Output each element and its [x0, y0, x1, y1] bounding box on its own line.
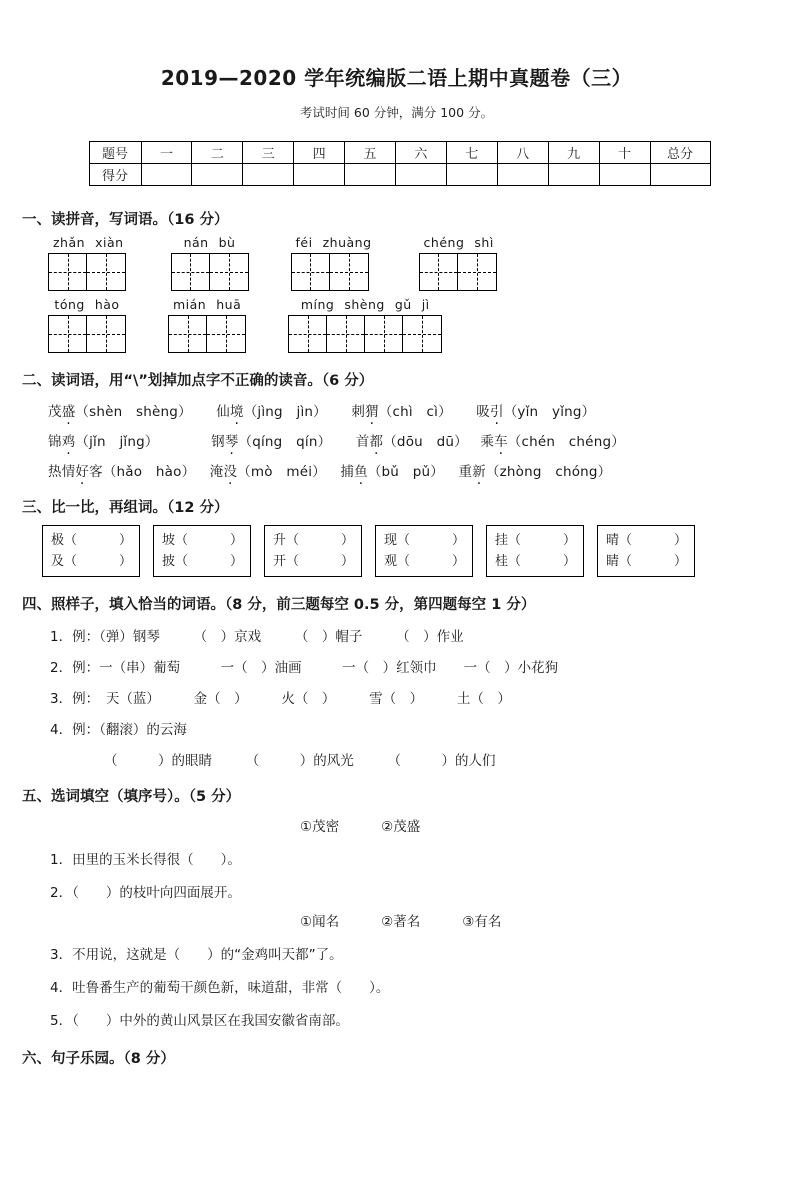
word-prefix: 钢 [211, 434, 225, 450]
section-3 [0, 496, 793, 577]
section-5-question-4[interactable]: 4．吐鲁番生产的葡萄干颜色新，味道甜，非常（ ）。 [50, 980, 390, 996]
pinyin-group [171, 235, 249, 291]
pinyin-syllable: hào [94, 297, 120, 312]
word-prefix: 茂 [48, 404, 62, 420]
score-cell-5[interactable] [345, 164, 396, 186]
section-4-heading: 四、照样子，填入恰当的词语。（8 分，前三题每空 0.5 分，第四题每空 1 分） [22, 597, 536, 613]
pinyin-group [291, 235, 377, 291]
tianzige-box[interactable] [48, 315, 126, 353]
compare-char-close: ） [341, 533, 355, 548]
compare-char-open: 挂（ [495, 533, 522, 548]
choice-option[interactable]: ①闻名 [300, 914, 340, 930]
reading-options[interactable]: （bǔ pǔ） [367, 464, 444, 480]
col-header-7: 七 [446, 142, 497, 164]
section-4-item-2[interactable]: 2．例：一（串）葡萄 一（ ）油画 一（ ）红领巾 一（ ）小花狗 [50, 660, 559, 676]
pinyin-syllable: xiàn [95, 235, 124, 250]
col-header-6: 六 [395, 142, 446, 164]
compare-char-close: ） [119, 554, 133, 569]
compare-char-close: ） [230, 554, 244, 569]
reading-item[interactable] [480, 430, 625, 450]
compare-char-open: 升（ [273, 533, 300, 548]
reading-options[interactable]: （qíng qín） [238, 434, 332, 450]
compare-box[interactable] [597, 525, 695, 577]
compare-char-open: 桂（ [495, 554, 522, 569]
section-4-item-3[interactable]: 3．例： 天（蓝） 金（ ） 火（ ） 雪（ ） 土（ ） [50, 691, 511, 707]
compare-char-close: ） [563, 533, 577, 548]
compare-char-close: ） [452, 533, 466, 548]
compare-char-open: 观（ [384, 554, 411, 569]
compare-row-top[interactable] [384, 530, 472, 551]
tianzige-box[interactable] [171, 253, 249, 291]
dotted-character: 好 [75, 464, 90, 480]
pinyin-label [48, 297, 126, 312]
pinyin-syllable: tóng [54, 297, 85, 312]
exam-page [0, 62, 793, 1184]
pinyin-label [48, 235, 129, 250]
choice-option[interactable]: ②著名 [381, 914, 421, 930]
section-4-item-4[interactable]: 4．例：（翻滚）的云海 [50, 722, 187, 738]
pinyin-label [288, 297, 442, 312]
dotted-character: 引 [490, 404, 504, 420]
compare-row-bottom[interactable] [495, 551, 583, 572]
section-5-question-3[interactable]: 3．不用说，这就是（ ）的“金鸡叫天都”了。 [50, 947, 343, 963]
tianzige-cell[interactable] [289, 316, 327, 352]
pinyin-syllable: gǔ [394, 297, 412, 312]
compare-char-open: 及（ [51, 554, 78, 569]
score-cell-10[interactable] [599, 164, 650, 186]
compare-row-top[interactable] [51, 530, 139, 551]
tianzige-box[interactable] [48, 253, 126, 291]
pinyin-syllable: shèng [344, 297, 385, 312]
compare-char-open: 开（ [273, 554, 300, 569]
col-header-4: 四 [294, 142, 345, 164]
score-cell-1[interactable] [141, 164, 192, 186]
section-5-heading: 五、选词填空（填序号）。（5 分） [22, 789, 241, 805]
word-prefix: 淹 [209, 464, 224, 480]
compare-row-top[interactable] [162, 530, 250, 551]
compare-char-open: 极（ [51, 533, 78, 548]
pinyin-group [419, 235, 499, 291]
compare-box[interactable] [42, 525, 140, 577]
score-cell-8[interactable] [497, 164, 548, 186]
col-header-1: 一 [141, 142, 192, 164]
reading-options[interactable]: （jǐn jǐng） [75, 434, 159, 450]
dotted-character: 琴 [224, 434, 239, 450]
compare-char-close: ） [230, 533, 244, 548]
score-cell-9[interactable] [548, 164, 599, 186]
reading-item[interactable] [356, 430, 468, 450]
reading-options[interactable]: （chén chéng） [507, 434, 625, 450]
reading-item[interactable] [340, 460, 444, 480]
pinyin-row-2 [48, 297, 793, 353]
pinyin-label [171, 235, 249, 250]
pinyin-group [288, 297, 442, 353]
dotted-character: 盛 [61, 404, 76, 420]
reading-options[interactable]: （dōu dū） [383, 434, 468, 450]
dotted-character: 鸡 [61, 434, 76, 450]
word-choice-group-1 [300, 815, 793, 835]
choice-option[interactable]: ③有名 [462, 914, 502, 930]
section-1 [0, 208, 793, 353]
tianzige-cell[interactable] [210, 254, 248, 290]
dotted-character: 猬 [365, 404, 379, 420]
reading-item[interactable] [211, 430, 331, 450]
dotted-character: 都 [369, 434, 384, 450]
col-header-10: 十 [599, 142, 650, 164]
tianzige-cell[interactable] [403, 316, 441, 352]
section-5-question-2[interactable]: 2．（ ）的枝叶向四面展开。 [50, 885, 241, 901]
tianzige-box[interactable] [288, 315, 442, 353]
word-prefix: 重 [458, 464, 473, 480]
reading-options[interactable]: （chì cì） [378, 404, 452, 420]
section-4-item-1[interactable]: 1．例：（弹）钢琴 （ ）京戏 （ ）帽子 （ ）作业 [50, 629, 464, 645]
score-cell-2[interactable] [192, 164, 243, 186]
tianzige-cell[interactable] [87, 316, 125, 352]
compare-box[interactable] [375, 525, 473, 577]
section-6-heading: 六、句子乐园。（8 分） [22, 1051, 175, 1067]
tianzige-cell[interactable] [458, 254, 496, 290]
col-header-2: 二 [192, 142, 243, 164]
section-2 [0, 369, 793, 480]
choice-option[interactable]: ①茂密 [300, 819, 340, 835]
section-4-item-4-blanks[interactable]: （ ）的眼睛 （ ）的风光 （ ）的人们 [104, 753, 496, 769]
reading-item[interactable] [210, 460, 326, 480]
dotted-character: 没 [223, 464, 238, 480]
compare-char-open: 现（ [384, 533, 411, 548]
col-header-3: 三 [243, 142, 294, 164]
compare-box[interactable] [486, 525, 584, 577]
pinyin-syllable: nán [183, 235, 209, 250]
word-prefix: 捕 [340, 464, 355, 480]
table-row [89, 142, 710, 164]
word-prefix: 吸 [476, 404, 490, 420]
score-cell-6[interactable] [395, 164, 446, 186]
choice-option[interactable]: ②茂盛 [381, 819, 421, 835]
page-title: 2019—2020 学年统编版二语上期中真题卷（三） [160, 66, 633, 90]
tianzige-cell[interactable] [169, 316, 207, 352]
section-2-heading: 二、读词语，用“\”划掉加点字不正确的读音。（6 分） [22, 373, 374, 389]
word-prefix: 刺 [351, 404, 366, 420]
compare-char-open: 披（ [162, 554, 189, 569]
score-cell-7[interactable] [446, 164, 497, 186]
reading-item[interactable] [48, 430, 159, 450]
compare-row-bottom[interactable] [606, 551, 694, 572]
dotted-character: 车 [494, 434, 508, 450]
section-5-question-1[interactable]: 1．田里的玉米长得很（ ）。 [50, 852, 241, 868]
compare-char-open: 坡（ [162, 533, 189, 548]
compare-row-top[interactable] [606, 530, 694, 551]
word-prefix: 锦 [48, 434, 62, 450]
score-table [89, 141, 711, 186]
compare-row-top[interactable] [495, 530, 583, 551]
tianzige-box[interactable] [291, 253, 369, 291]
reading-options[interactable]: （zhòng chóng） [485, 464, 612, 480]
score-cell-4[interactable] [294, 164, 345, 186]
compare-char-close: ） [341, 554, 355, 569]
compare-char-close: ） [452, 554, 466, 569]
compare-char-close: ） [563, 554, 577, 569]
reading-options[interactable]: （jìng jìn） [243, 404, 327, 420]
pinyin-row-1 [48, 235, 793, 291]
tianzige-cell[interactable] [292, 254, 330, 290]
compare-char-open: 睛（ [606, 554, 633, 569]
section-6 [0, 1047, 793, 1068]
reading-options[interactable]: （yǐn yǐng） [503, 404, 596, 420]
tianzige-cell[interactable] [327, 316, 365, 352]
score-cell-3[interactable] [243, 164, 294, 186]
word-suffix: 客 [89, 464, 103, 480]
score-cell-total[interactable] [650, 164, 710, 186]
pinyin-syllable: chéng [423, 235, 465, 250]
dotted-character: 鱼 [354, 464, 368, 480]
col-header-5: 五 [345, 142, 396, 164]
pinyin-syllable: jì [421, 297, 430, 312]
tianzige-cell[interactable] [87, 254, 125, 290]
reading-options[interactable]: （mò méi） [237, 464, 326, 480]
section-2-line-2 [48, 430, 793, 450]
tianzige-cell[interactable] [172, 254, 210, 290]
section-4 [0, 593, 793, 769]
compare-row-bottom[interactable] [162, 551, 250, 572]
pinyin-syllable: shì [474, 235, 494, 250]
tianzige-cell[interactable] [207, 316, 245, 352]
pinyin-label [419, 235, 499, 250]
compare-box[interactable] [153, 525, 251, 577]
reading-options[interactable]: （hǎo hào） [102, 464, 196, 480]
tianzige-cell[interactable] [365, 316, 403, 352]
reading-item[interactable] [476, 400, 595, 420]
pinyin-syllable: zhǎn [53, 235, 86, 250]
dotted-character: 新 [472, 464, 486, 480]
pinyin-syllable: míng [300, 297, 335, 312]
word-prefix: 热情 [48, 464, 76, 480]
pinyin-syllable: féi [295, 235, 313, 250]
compare-char-close: ） [674, 554, 688, 569]
score-table-wrapper [0, 141, 793, 186]
pinyin-syllable: huā [216, 297, 242, 312]
reading-item[interactable] [216, 400, 327, 420]
row-label-score: 得分 [89, 164, 141, 186]
tianzige-box[interactable] [168, 315, 246, 353]
compare-row-bottom[interactable] [51, 551, 139, 572]
pinyin-group [168, 297, 246, 353]
pinyin-syllable: zhuàng [322, 235, 372, 250]
col-header-8: 八 [497, 142, 548, 164]
pinyin-label [291, 235, 377, 250]
compare-box[interactable] [264, 525, 362, 577]
exam-subtitle: 考试时间 60 分钟，满分 100 分。 [299, 105, 494, 120]
score-table-body [89, 142, 710, 186]
table-row [89, 164, 710, 186]
section-2-line-1 [48, 400, 793, 420]
compare-char-open: 晴（ [606, 533, 633, 548]
word-prefix: 仙 [216, 404, 230, 420]
tianzige-cell[interactable] [330, 254, 368, 290]
col-header-9: 九 [548, 142, 599, 164]
pinyin-label [168, 297, 246, 312]
section-3-heading: 三、比一比，再组词。（12 分） [22, 500, 229, 516]
tianzige-cell[interactable] [49, 254, 87, 290]
pinyin-group [48, 297, 126, 353]
section-5 [0, 785, 793, 1029]
section-5-question-5[interactable]: 5．（ ）中外的黄山风景区在我国安徽省南部。 [50, 1013, 349, 1029]
compare-char-close: ） [119, 533, 133, 548]
reading-item[interactable] [458, 460, 611, 480]
section-2-line-3 [48, 460, 793, 480]
word-prefix: 乘 [480, 434, 495, 450]
word-choice-group-2 [300, 910, 793, 930]
section-1-heading: 一、读拼音，写词语。（16 分） [22, 212, 229, 228]
tianzige-cell[interactable] [420, 254, 458, 290]
compare-row-top[interactable] [273, 530, 361, 551]
reading-item[interactable] [351, 400, 451, 420]
reading-item[interactable] [48, 400, 192, 420]
tianzige-box[interactable] [419, 253, 497, 291]
compare-word-boxes [42, 525, 793, 577]
pinyin-syllable: bù [218, 235, 236, 250]
compare-row-bottom[interactable] [384, 551, 472, 572]
row-label-question-no: 题号 [89, 142, 141, 164]
reading-item[interactable] [48, 460, 195, 480]
pinyin-group [48, 235, 129, 291]
reading-options[interactable]: （shèn shèng） [75, 404, 192, 420]
tianzige-cell[interactable] [49, 316, 87, 352]
col-header-total: 总分 [650, 142, 710, 164]
compare-row-bottom[interactable] [273, 551, 361, 572]
dotted-character: 境 [229, 404, 244, 420]
compare-char-close: ） [674, 533, 688, 548]
word-prefix: 首 [355, 434, 370, 450]
pinyin-syllable: mián [173, 297, 207, 312]
